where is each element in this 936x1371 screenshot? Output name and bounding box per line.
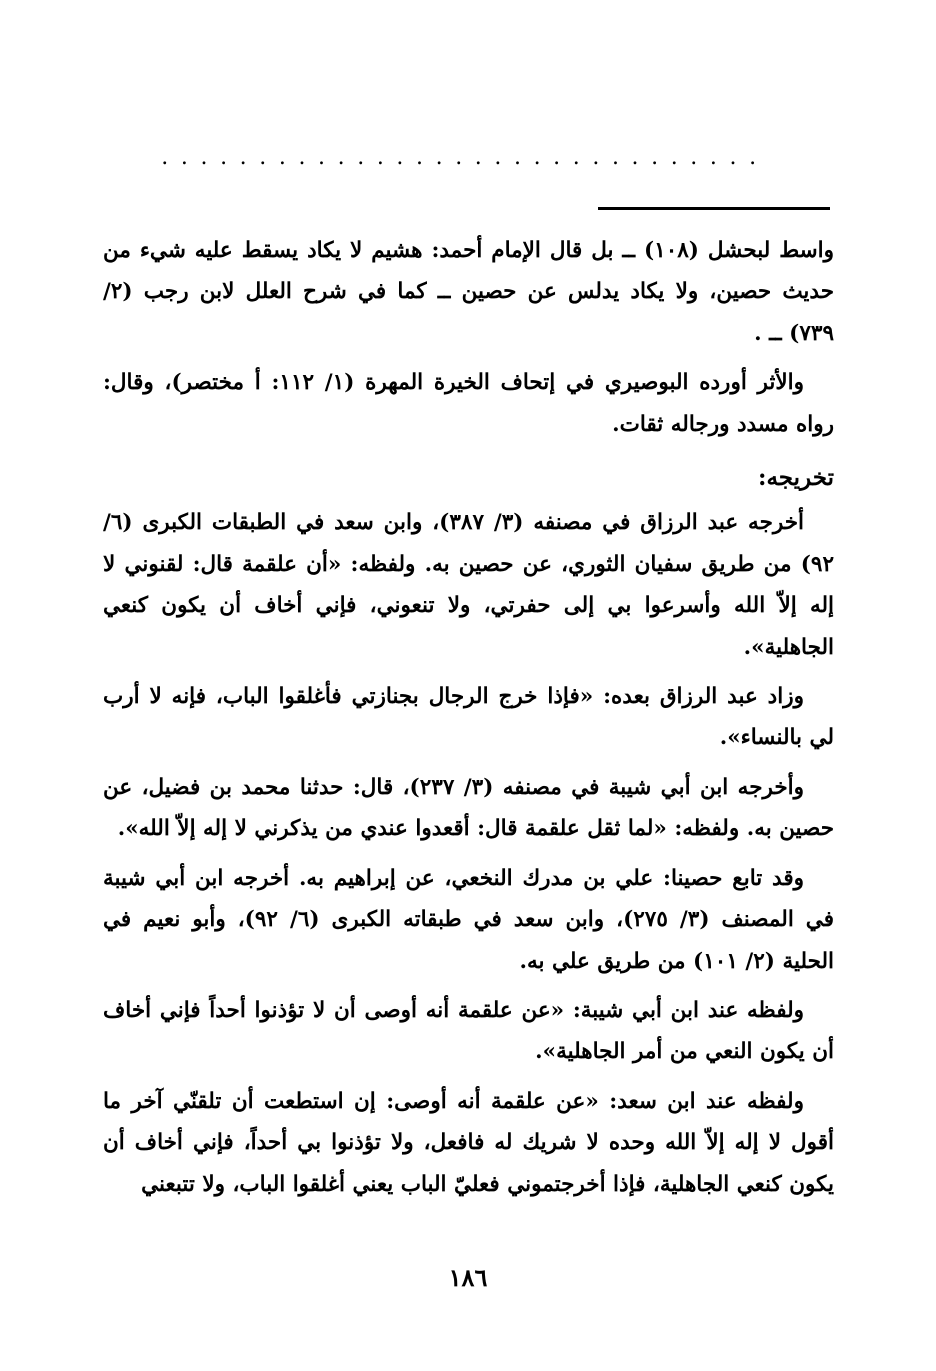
body-paragraph-6: ولفظه عند ابن سعد: «عن علقمة أنه أوصى: إن استطعت أن تلقنّي آخر ما أقول لا إله إلاّ الله وحده لا شريك له فافعل، ولا تؤذنوا بي أحداً، فإني أخاف أن يكون كنعي الجاهلية، فإذا أخرجتموني فعليّ الباب يعني أغلقوا الباب، ولا تتبعني — [103, 1088, 834, 1197]
main-text — [103, 230, 834, 1213]
section-heading: تخريجه: — [757, 464, 834, 492]
body-paragraph-2: وزاد عبد الرزاق بعده: «فإذا خرج الرجال بجنازتي فأغلقوا الباب، فإنه لا أرب لي بالنساء». — [103, 684, 834, 751]
body-paragraph-4: وقد تابع حصينا: علي بن مدرك النخعي، عن إبراهيم به. أخرجه ابن أبي شيبة في المصنف (٣/ ٢٧٥)، وابن سعد في طبقاته الكبرى (٦/ ٩٢)، وأبو نعيم في الحلية (٢/ ١٠١) من طريق علي به. — [103, 865, 834, 974]
body-paragraph-1: أخرجه عبد الرزاق في مصنفه (٣/ ٣٨٧)، وابن سعد في الطبقات الكبرى (٦/ ٩٢) من طريق سفيان الثوري، عن حصين به. ولفظه: «أن علقمة قال: لقنوني لا إله إلاّ الله وأسرعوا بي إلى حفرتي، ولا تنعوني، فإني أخاف أن يكون كنعي الجاهلية». — [103, 510, 834, 660]
page-number: ١٨٦ — [448, 1263, 488, 1292]
footnote-paragraph-2: والأثر أورده البوصيري في إتحاف الخيرة المهرة (١/ ١١٢: أ مختصر)، وقال: رواه مسدد ورجاله ثقات. — [103, 370, 834, 437]
footnote-rule — [598, 207, 830, 210]
separator-dots: ............................... — [161, 148, 769, 168]
footnote-paragraph-1: واسط لبحشل (١٠٨) ــ بل قال الإمام أحمد: هشيم لا يكاد يسقط عليه شيء من حديث حصين، ولا يكاد يدلس عن حصين ــ كما في شرح العلل لابن رجب (٢/ ٧٣٩) ــ . — [103, 238, 834, 346]
body-paragraph-3: وأخرجه ابن أبي شيبة في مصنفه (٣/ ٢٣٧)، قال: حدثنا محمد بن فضيل، عن حصين به. ولفظه: «لما ثقل علقمة قال: أقعدوا عندي من يذكرني لا إله إلاّ الله». — [103, 774, 834, 842]
body-paragraph-5: ولفظه عند ابن أبي شيبة: «عن علقمة أنه أوصى أن لا تؤذنوا أحداً فإني أخاف أن يكون النعي من أمر الجاهلية». — [103, 997, 834, 1065]
